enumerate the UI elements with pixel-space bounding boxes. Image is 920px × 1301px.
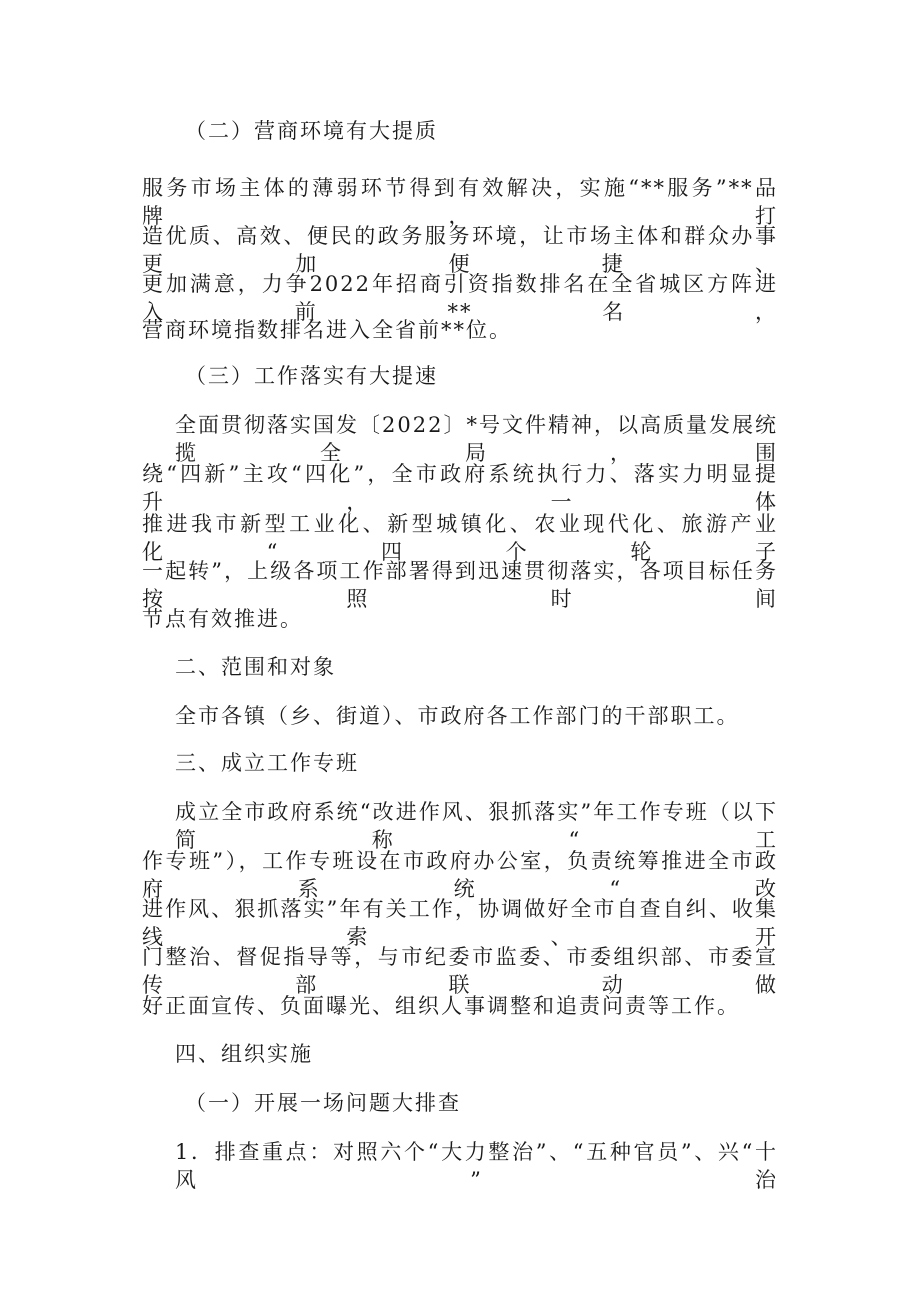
paragraph-line: 造优质、高效、便民的政务服务环境，让市场主体和群众办事更加便捷、 <box>142 224 778 276</box>
heading-business-environment: （二）营商环境有大提质 <box>185 119 438 143</box>
paragraph-line: 1．排查重点：对照六个“大力整治”、“五种官员”、兴“十风”治 <box>175 1140 778 1192</box>
paragraph-line: 推进我市新型工业化、新型城镇化、农业现代化、旅游产业化“四个轮子 <box>142 512 778 564</box>
paragraph-line: 进作风、狠抓落实”年有关工作，协调做好全市自查自纠、收集线索、开 <box>142 897 778 949</box>
heading-organization-implementation: 四、组织实施 <box>175 1042 313 1066</box>
paragraph-line: 一起转”，上级各项工作部署得到迅速贯彻落实，各项目标任务按照时间 <box>142 559 778 611</box>
paragraph-line: 服务市场主体的薄弱环节得到有效解决，实施“**服务”**品牌，打 <box>142 176 778 228</box>
paragraph-line: 更加满意，力争2022年招商引资指数排名在全省城区方阵进入前**名， <box>142 272 778 324</box>
heading-work-task-force: 三、成立工作专班 <box>175 751 359 775</box>
paragraph-line: 全市各镇（乡、街道）、市政府各工作部门的干部职工。 <box>175 704 740 728</box>
paragraph-line: 好正面宣传、负面曝光、组织人事调整和追责问责等工作。 <box>142 994 740 1018</box>
paragraph-line: 作专班”），工作专班设在市政府办公室，负责统筹推进全市政府系统“改 <box>142 849 778 901</box>
paragraph-line: 营商环境指数排名进入全省前**位。 <box>142 318 512 342</box>
heading-problem-inspection: （一）开展一场问题大排查 <box>185 1091 461 1115</box>
heading-work-implementation: （三）工作落实有大提速 <box>185 364 438 388</box>
paragraph-line: 全面贯彻落实国发〔2022〕*号文件精神，以高质量发展统揽全局，围 <box>175 413 778 465</box>
paragraph-line: 成立全市政府系统“改进作风、狠抓落实”年工作专班（以下简称“工 <box>175 800 778 852</box>
paragraph-line: 绕“四新”主攻“四化”，全市政府系统执行力、落实力明显提升，一体 <box>142 462 778 514</box>
paragraph-line: 节点有效推进。 <box>142 607 303 631</box>
paragraph-line: 门整治、督促指导等，与市纪委市监委、市委组织部、市委宣传部联动做 <box>142 945 778 997</box>
heading-scope-and-targets: 二、范围和对象 <box>175 655 336 679</box>
